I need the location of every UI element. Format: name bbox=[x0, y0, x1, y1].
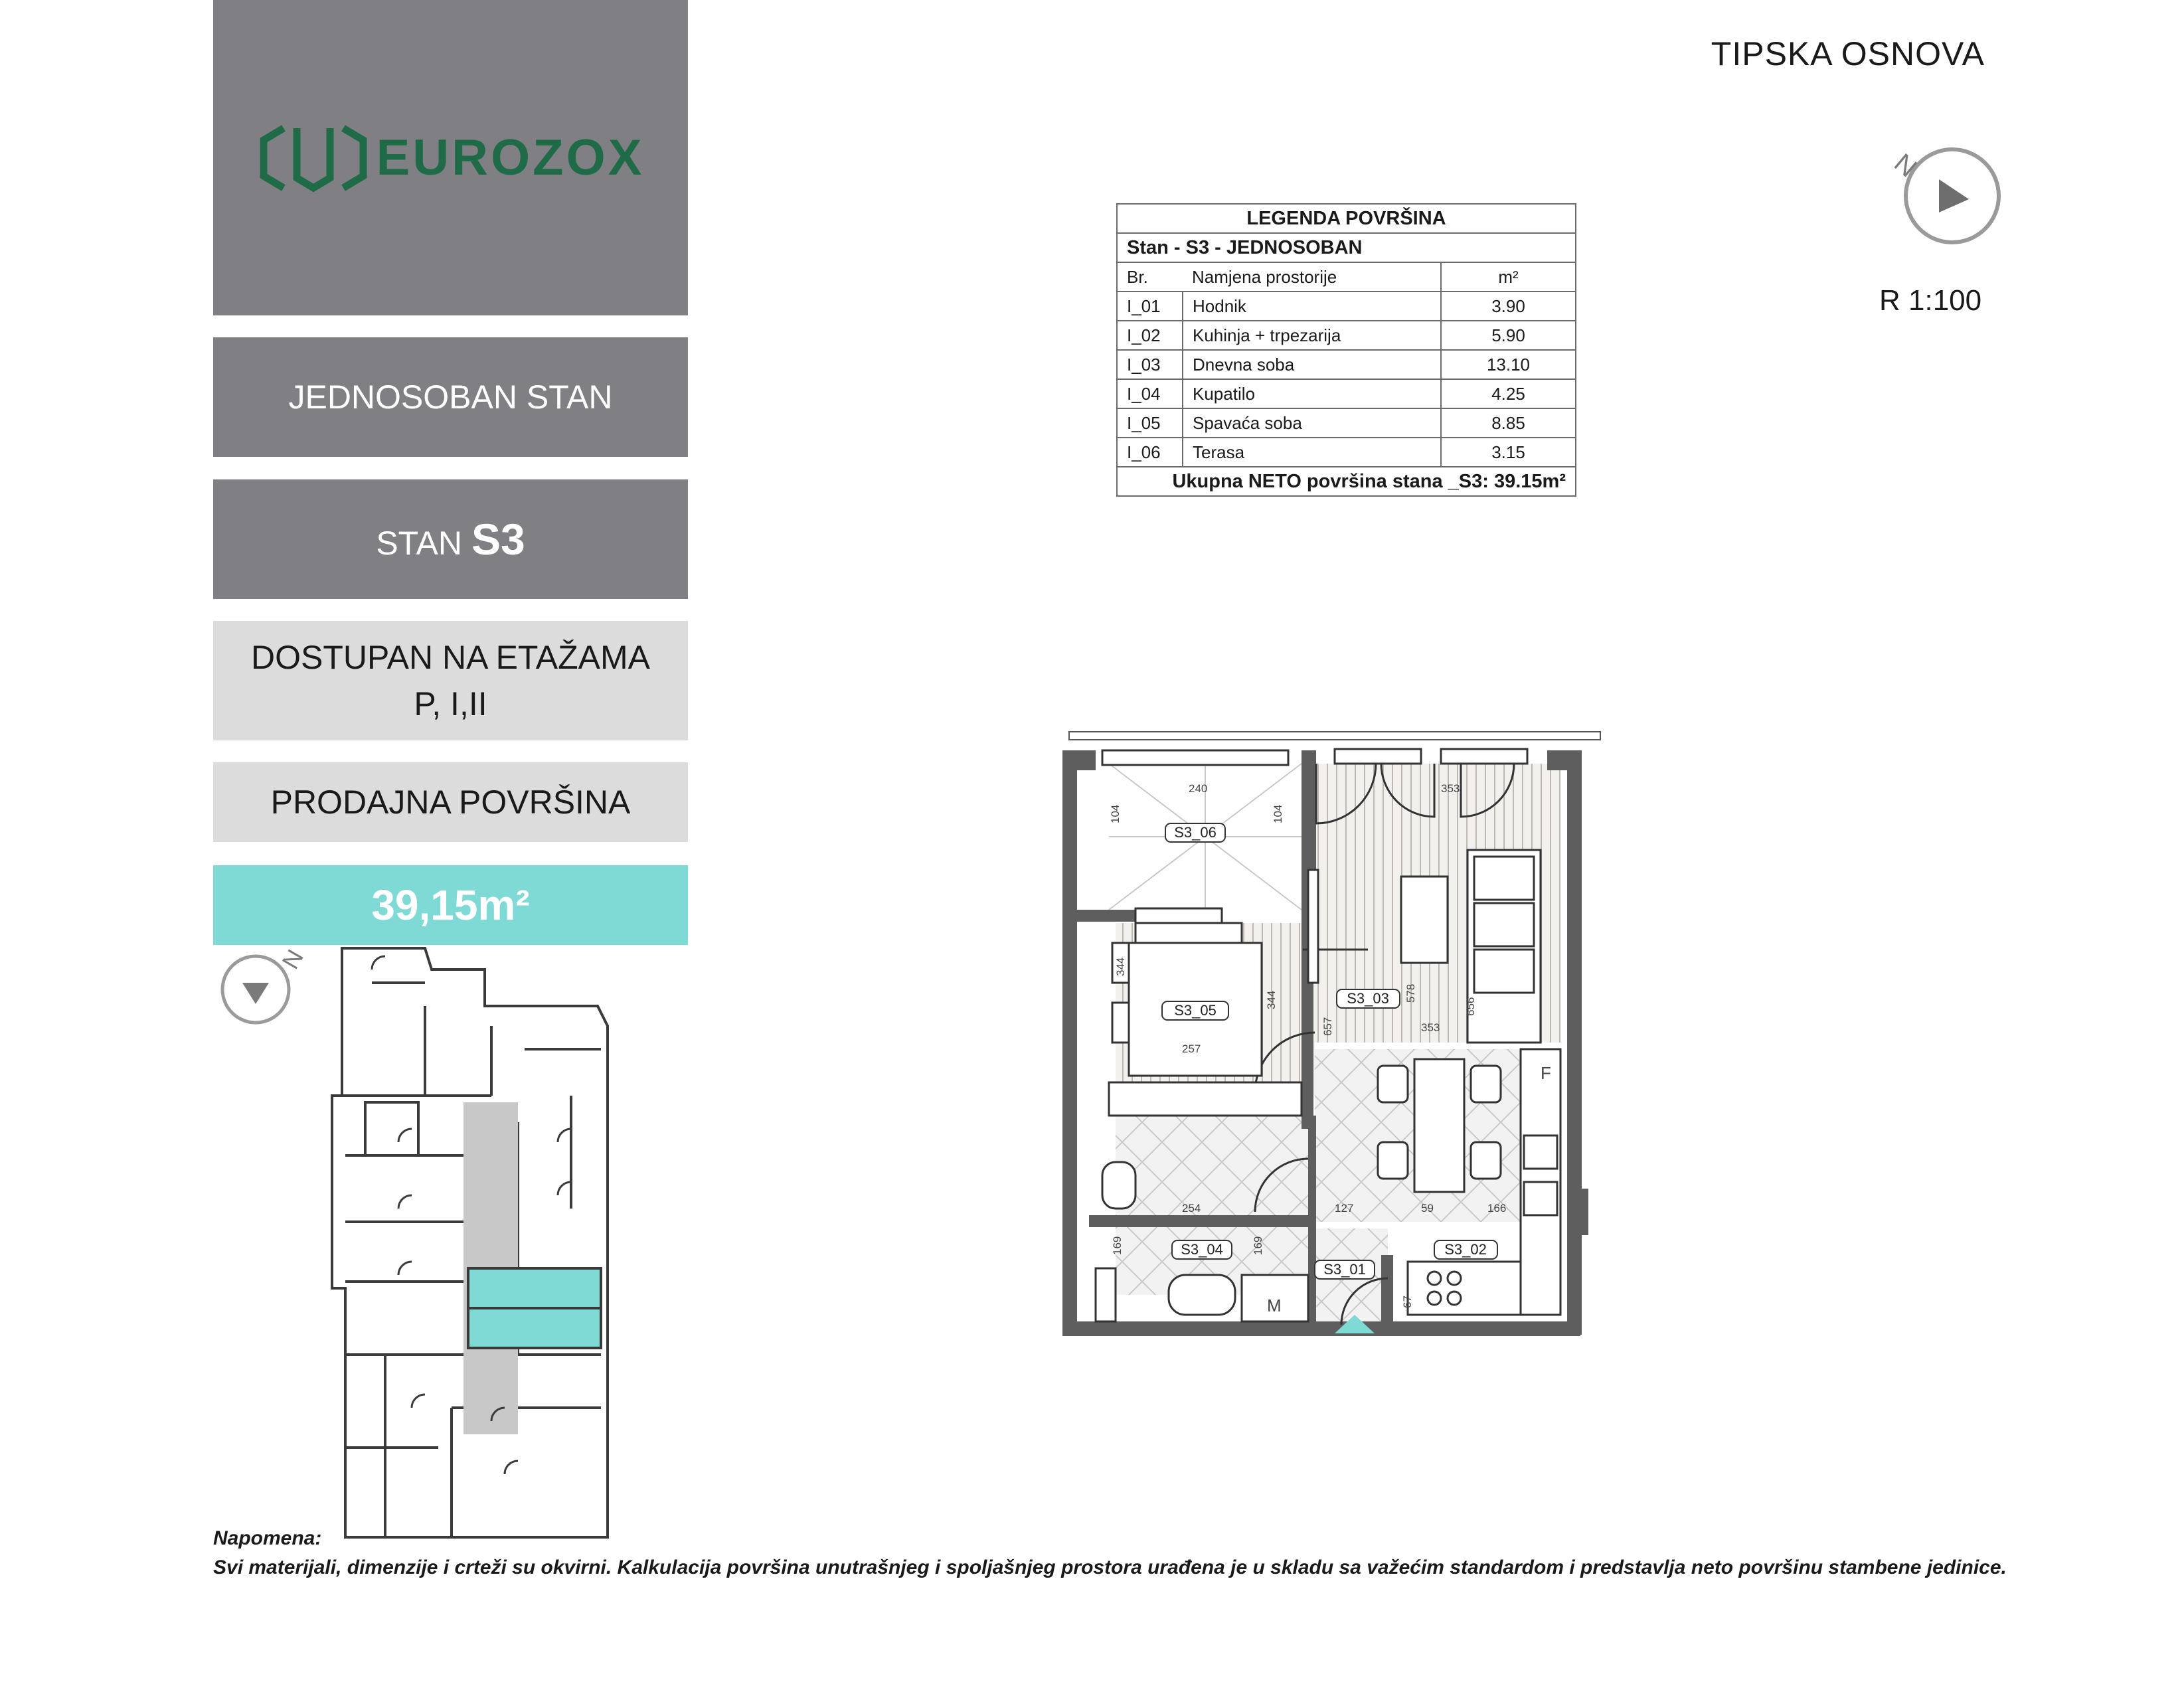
building-key-plan bbox=[212, 943, 624, 1541]
legend-row bbox=[1117, 292, 1576, 321]
footnote-title: Napomena: bbox=[213, 1527, 322, 1549]
room-label: S3_04 bbox=[1181, 1241, 1223, 1258]
dimension-label: 656 bbox=[1464, 997, 1477, 1016]
document-title: TIPSKA OSNOVA bbox=[1711, 35, 1985, 72]
legend-row bbox=[1117, 408, 1576, 438]
dimension-label: 344 bbox=[1114, 957, 1127, 976]
floors-panel bbox=[213, 621, 688, 740]
apartment-floor-plan bbox=[1062, 724, 1620, 1341]
legend-header-row bbox=[1117, 262, 1576, 292]
brand-name: EUROZOX bbox=[376, 129, 645, 186]
dimension-label: 166 bbox=[1487, 1202, 1507, 1215]
dimension-label: 59 bbox=[1421, 1202, 1434, 1215]
room-number: I_02 bbox=[1117, 321, 1183, 350]
sales-area-panel bbox=[213, 865, 688, 945]
eurozox-logo-icon bbox=[257, 115, 370, 201]
room-label: S3_05 bbox=[1174, 1002, 1217, 1019]
legend-row bbox=[1117, 379, 1576, 408]
room-name: Dnevna soba bbox=[1183, 350, 1441, 379]
dimension-label: 257 bbox=[1182, 1043, 1201, 1055]
brand-logo bbox=[257, 115, 645, 201]
dimension-label: 353 bbox=[1441, 782, 1460, 795]
north-label: N bbox=[276, 944, 309, 973]
unit-code: S3 bbox=[471, 515, 525, 564]
room-label: S3_03 bbox=[1347, 990, 1389, 1007]
room-label: S3_06 bbox=[1174, 824, 1217, 841]
legend-total: Ukupna NETO površina stana _S3: 39.15m² bbox=[1117, 467, 1576, 496]
footnote-text: Svi materijali, dimenzije i crteži su okvirni. Kalkulacija površina unutrašnjeg i spoljašnjeg prostora urađena je u skladu sa važećim standardom i predstavlja neto površinu stambene jedinice. bbox=[213, 1556, 2007, 1578]
legend-title: LEGENDA POVRŠINA bbox=[1117, 204, 1576, 233]
room-name: Spavaća soba bbox=[1183, 408, 1441, 438]
north-arrow-icon bbox=[1873, 129, 2005, 256]
drawing-scale: R 1:100 bbox=[1879, 284, 1982, 317]
footnote bbox=[213, 1524, 2007, 1582]
logo-panel bbox=[213, 0, 688, 315]
dimension-label: 240 bbox=[1189, 782, 1208, 795]
apartment-type-panel bbox=[213, 337, 688, 457]
room-area: 13.10 bbox=[1441, 350, 1576, 379]
unit-prefix: STAN bbox=[376, 525, 462, 562]
dimension-label: 578 bbox=[1404, 983, 1417, 1003]
room-label: S3_01 bbox=[1323, 1261, 1366, 1278]
washer-mark: M bbox=[1267, 1296, 1282, 1315]
room-number: I_01 bbox=[1117, 292, 1183, 321]
sales-area-title: PRODAJNA POVRŠINA bbox=[270, 784, 631, 821]
dimension-label: 169 bbox=[1252, 1236, 1264, 1255]
dimension-label: 353 bbox=[1421, 1021, 1440, 1034]
legend-row bbox=[1117, 438, 1576, 467]
floors-value: P, I,II bbox=[414, 685, 487, 722]
sales-area-value: 39,15m² bbox=[371, 881, 530, 929]
dimension-label: 127 bbox=[1335, 1202, 1354, 1215]
room-area: 5.90 bbox=[1441, 321, 1576, 350]
key-plan-north-arrow bbox=[222, 945, 309, 1023]
room-label: S3_02 bbox=[1444, 1241, 1487, 1258]
floors-title: DOSTUPAN NA ETAŽAMA bbox=[250, 639, 650, 676]
sales-area-title-panel bbox=[213, 762, 688, 842]
room-number: I_05 bbox=[1117, 408, 1183, 438]
room-name: Terasa bbox=[1183, 438, 1441, 467]
dimension-label: 169 bbox=[1111, 1236, 1124, 1255]
room-number: I_06 bbox=[1117, 438, 1183, 467]
dimension-label: 67 bbox=[1401, 1296, 1414, 1308]
legend-row bbox=[1117, 350, 1576, 379]
column-header: Namjena prostorije bbox=[1183, 262, 1441, 292]
north-arrow-label: N bbox=[1889, 148, 1922, 183]
dimension-label: 657 bbox=[1321, 1017, 1334, 1036]
room-name: Kuhinja + trpezarija bbox=[1183, 321, 1441, 350]
room-area: 4.25 bbox=[1441, 379, 1576, 408]
room-number: I_04 bbox=[1117, 379, 1183, 408]
area-legend-table bbox=[1116, 203, 1576, 497]
dimension-label: 104 bbox=[1272, 804, 1284, 823]
room-area: 3.90 bbox=[1441, 292, 1576, 321]
room-number: I_03 bbox=[1117, 350, 1183, 379]
room-name: Kupatilo bbox=[1183, 379, 1441, 408]
dimension-label: 344 bbox=[1265, 990, 1278, 1009]
fridge-mark: F bbox=[1541, 1063, 1551, 1083]
room-area: 8.85 bbox=[1441, 408, 1576, 438]
dimension-label: 254 bbox=[1182, 1202, 1201, 1215]
room-area: 3.15 bbox=[1441, 438, 1576, 467]
apartment-type-label: JEDNOSOBAN STAN bbox=[288, 378, 613, 416]
legend-row bbox=[1117, 321, 1576, 350]
dimension-label: 104 bbox=[1109, 804, 1122, 823]
legend-subtitle: Stan - S3 - JEDNOSOBAN bbox=[1117, 233, 1576, 262]
unit-panel bbox=[213, 479, 688, 599]
column-header: m² bbox=[1441, 262, 1576, 292]
room-name: Hodnik bbox=[1183, 292, 1441, 321]
column-header: Br. bbox=[1117, 262, 1183, 292]
